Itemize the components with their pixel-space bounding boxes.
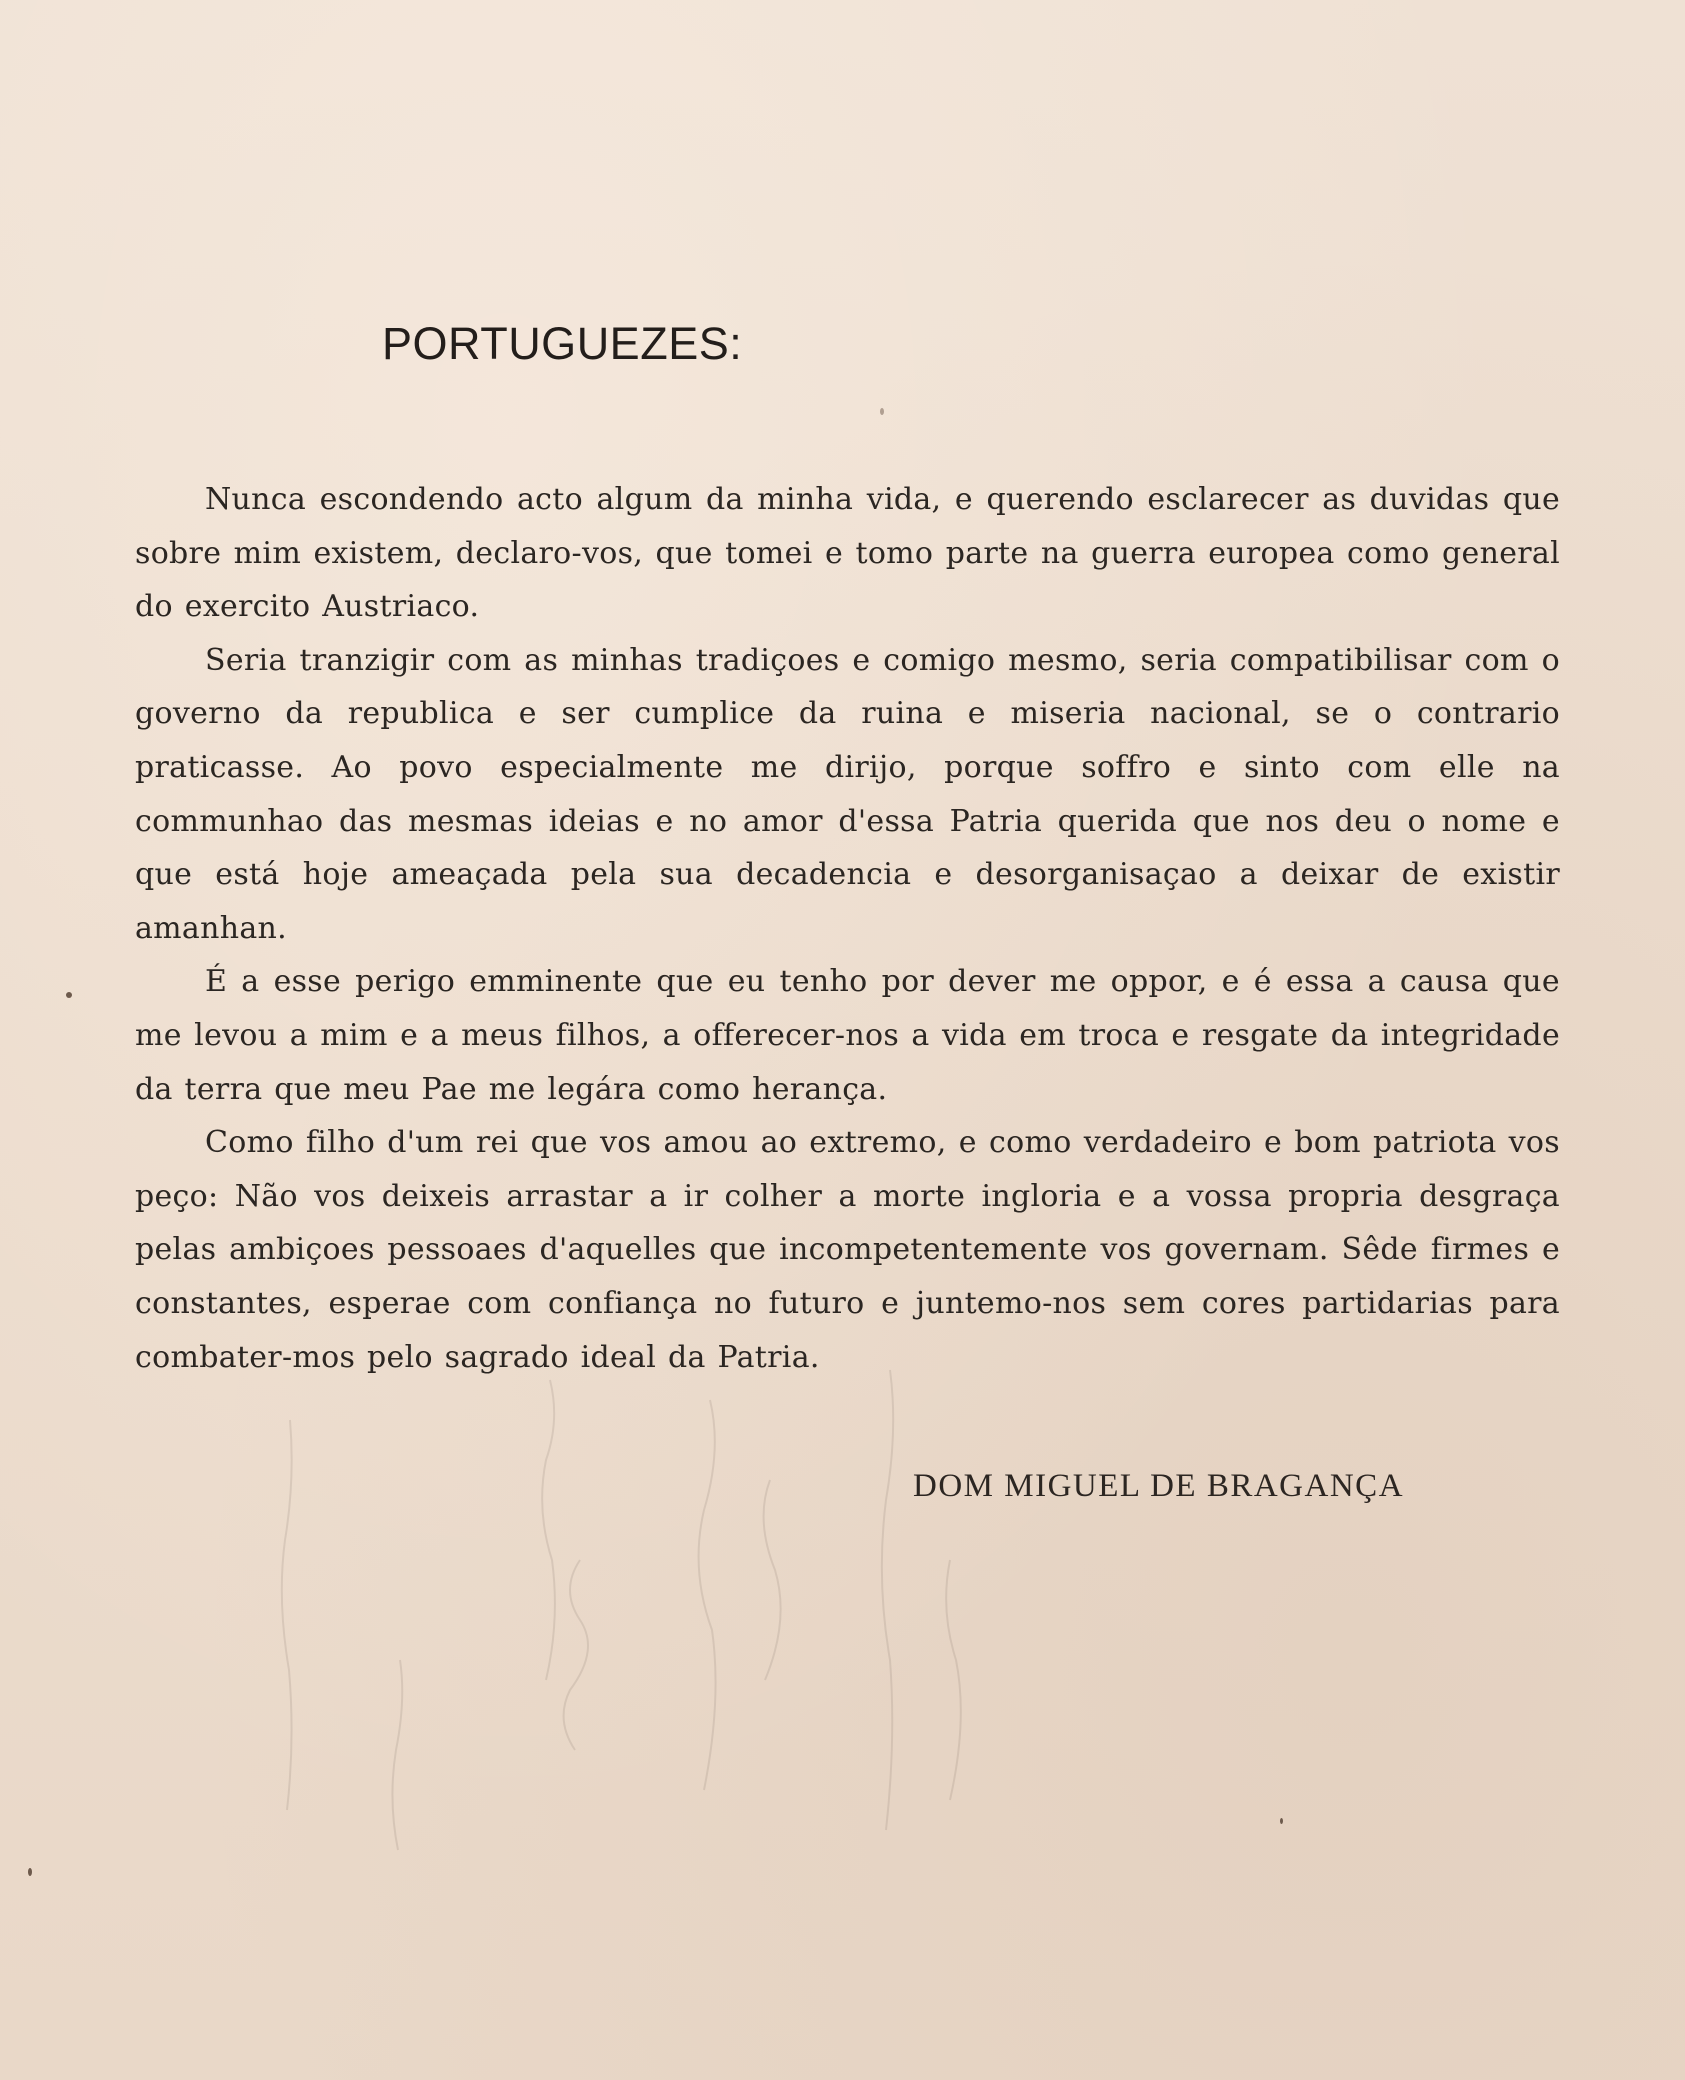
paragraph-4: Como filho d'um rei que vos amou ao extremo, e como verdadeiro e bom patriota vos peço: Não vos deixeis arrastar a ir colher a morte ingloria e a vossa propria desgraça pelas ambiçoes pessoaes d'aquelles que incompetentemente vos governam. Sêde firmes e constantes, esperae com confiança no futuro e juntemo-nos sem cores partidarias para combater-mos pelo sagrado ideal da Patria. (135, 1125, 1560, 1375)
paper-speck (1280, 1818, 1283, 1824)
signature: DOM MIGUEL DE BRAGANÇA (913, 1468, 1405, 1504)
document-title: PORTUGUEZES: (382, 318, 743, 369)
bleed-through-handwriting (250, 1360, 1050, 2060)
paper-speck (66, 992, 72, 998)
paper-speck (880, 408, 884, 415)
paragraph-1: Nunca escondendo acto algum da minha vida, e querendo esclarecer as duvidas que sobre mim existem, declaro-vos, que tomei e tomo parte na guerra europea como general do exercito Austriaco. (135, 482, 1560, 625)
paragraph-3: É a esse perigo emminente que eu tenho por dever me oppor, e é essa a causa que me levou a mim e a meus filhos, a offerecer-nos a vida em troca e resgate da integridade da terra que meu Pae me legára como herança. (135, 964, 1560, 1107)
paper-speck (28, 1868, 32, 1876)
document-body (135, 473, 1560, 1384)
paragraph-2: Seria tranzigir com as minhas tradiçoes e comigo mesmo, seria compatibilisar com o governo da republica e ser cumplice da ruina e miseria nacional, se o contrario praticasse. Ao povo especialmente me dirijo, porque soffro e sinto com elle na communhao das mesmas ideias e no amor d'essa Patria querida que nos deu o nome e que está hoje ameaçada pela sua decadencia e desorganisaçao a deixar de existir amanhan. (135, 642, 1560, 946)
